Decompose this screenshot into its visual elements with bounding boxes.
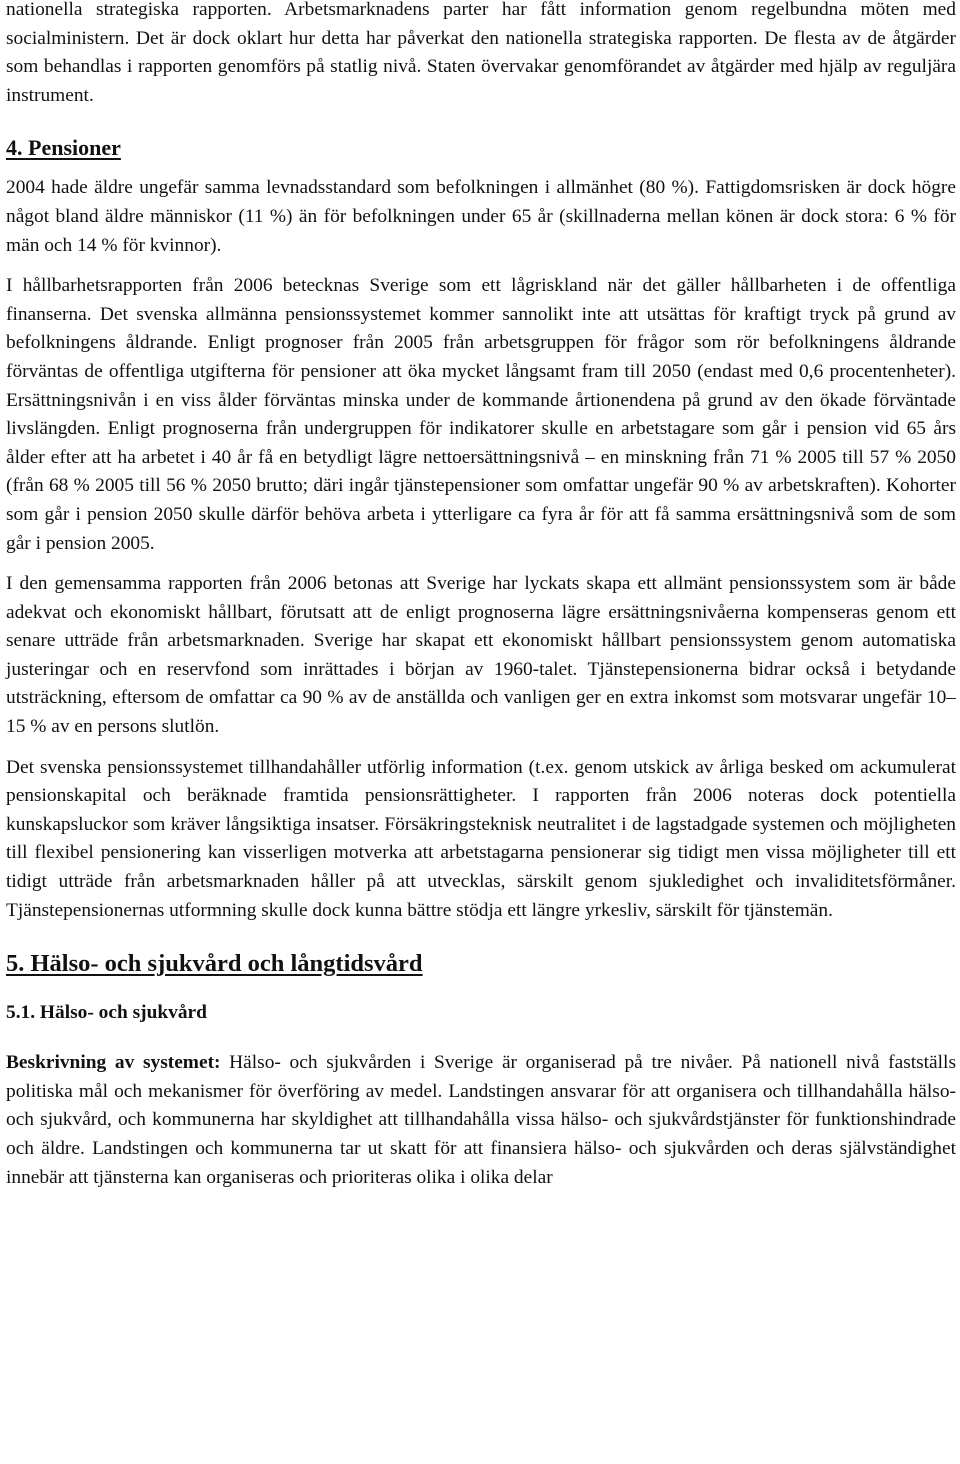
system-description-paragraph	[6, 1049, 956, 1192]
pension-paragraph-4: Det svenska pensionssystemet tillhandahåller utförlig information (t.ex. genom utskick av årliga besked om ackumulerat pensionskapital och beräknade framtida pensionsrättigheter. I rapporten från 2006 noteras dock potentiella kunskapsluckor som kräver långsiktiga insatser. Försäkringsteknisk neutralitet i de lagstadgade systemen och möjligheten till flexibel pensionering kan visserligen motverka att arbetstagarna pensionerar sig tidigt men vissa möjligheter till ett tidigt utträde från arbetsmarknaden håller på att utvecklas, särskilt genom sjukledighet och invaliditetsförmåner. Tjänstepensionernas utformning skulle dock kunna bättre stödja ett längre yrkesliv, särskilt för tjänstemän.	[6, 756, 956, 921]
pension-paragraph-3: I den gemensamma rapporten från 2006 betonas att Sverige har lyckats skapa ett allmänt pensionssystem som är både adekvat och ekonomiskt hållbart, förutsatt att de enligt prognoserna lägre ersättningsnivåerna kompenseras genom ett senare utträde från arbetsmarknaden. Sverige har skapat ett ekonomiskt hållbart pensionssystem genom automatiska justeringar och en reservfond som inrättades i början av 1960-talet. Tjänstepensionerna bidrar också i betydande utsträckning, eftersom de omfattar ca 90 % av de anställda och vanligen ger en extra inkomst som motsvarar ungefär 10–15 % av en persons slutlön.	[6, 573, 956, 738]
section-5-1-heading: 5.1. Hälso- och sjukvård	[6, 1002, 207, 1024]
pension-paragraph-2: I hållbarhetsrapporten från 2006 betecknas Sverige som ett lågriskland när det gäller hållbarheten i de offentliga finanserna. Det svenska allmänna pensionssystemet kommer sannolikt inte att utsättas för kraftigt tryck på grund av befolkningens åldrande. Enligt prognoser från 2005 från arbetsgruppen för frågor som rör befolkningens åldrande förväntas de offentliga utgifterna för pensioner att öka mycket långsamt fram till 2050 (endast med 0,6 procentenheter). Ersättningsnivån i en viss ålder förväntas minska under de kommande årtionendena på grund av den ökade förväntade livslängden. Enligt prognoserna från undergruppen för indikatorer skulle en arbetstagare som går i pension vid 65 års ålder efter att ha arbetet i 40 år få en betydligt lägre nettoersättningsnivå – en minskning från 71 % 2005 till 57 % 2050 (från 68 % 2005 till 56 % 2050 brutto; däri ingår tjänstepensioner som omfattar ungefär 90 % av arbetskraften). Kohorter som går i pension 2050 skulle därför behöva arbeta i ytterligare ca fyra år för att få samma ersättningsnivå som de som går i pension 2005.	[6, 275, 956, 554]
system-description-label: Beskrivning av systemet:	[6, 1052, 221, 1074]
document-page	[6, 0, 956, 1192]
pension-paragraph-1: 2004 hade äldre ungefär samma levnadsstandard som befolkningen i allmänhet (80 %). Fattigdomsrisken är dock högre något bland äldre människor (11 %) än för befolkningen under 65 år (skillnaderna mellan könen är dock stora: 6 % för män och 14 % för kvinnor).	[6, 177, 956, 256]
system-description-text: Hälso- och sjukvården i Sverige är organiserad på tre nivåer. På nationell nivå fastställs politiska mål och mekanismer för överföring av medel. Landstingen ansvarar för att organisera och tillhandahålla hälso- och sjukvård, och kommunerna har skyldighet att tillhandahålla vissa hälso- och sjukvårdstjänster för funktionshindrade och äldre. Landstingen och kommunerna tar ut skatt för att finansiera hälso- och sjukvården och deras självständighet innebär att tjänsterna kan organiseras och prioriteras olika i olika delar	[6, 1052, 956, 1188]
intro-paragraph: nationella strategiska rapporten. Arbetsmarknadens parter har fått information genom regelbundna möten med socialministern. Det är dock oklart hur detta har påverkat den nationella strategiska rapporten. De flesta av de åtgärder som behandlas i rapporten genomförs på statlig nivå. Staten övervakar genomförandet av åtgärder med hjälp av reguljära instrument.	[6, 0, 956, 106]
section-4-heading: 4. Pensioner	[6, 135, 121, 161]
section-5-heading: 5. Hälso- och sjukvård och långtidsvård	[6, 950, 423, 978]
